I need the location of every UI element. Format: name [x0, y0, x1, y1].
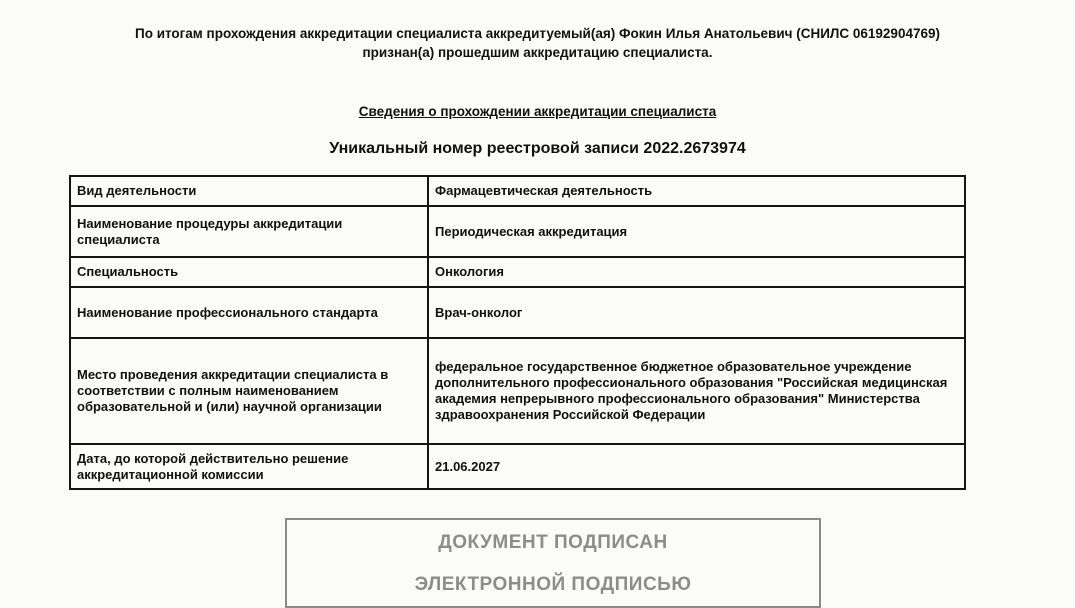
table-row — [70, 338, 965, 444]
registry-number: Уникальный номер реестровой записи 2022.2673974 — [329, 140, 746, 157]
stamp-line-2: ЭЛЕКТРОННОЙ ПОДПИСЬЮ — [414, 574, 692, 595]
table-row — [70, 206, 965, 257]
row-value: федеральное государственное бюджетное образовательное учреждение дополнительного профессионального образования "Российская медицинская академия непрерывного профессионального образования" Министерства здравоохранения Российской Федерации — [428, 338, 965, 444]
row-value: Фармацевтическая деятельность — [428, 176, 965, 206]
row-label: Специальность — [70, 257, 428, 287]
row-value: Периодическая аккредитация — [428, 206, 965, 257]
table-row — [70, 257, 965, 287]
row-value: Врач-онколог — [428, 287, 965, 338]
section-title: Сведения о прохождении аккредитации специалиста — [358, 104, 717, 119]
row-label: Наименование профессионального стандарта — [70, 287, 428, 338]
accreditation-table — [69, 175, 966, 490]
row-value: Онкология — [428, 257, 965, 287]
intro-line-1: По итогам прохождения аккредитации специалиста аккредитуемый(ая) Фокин Илья Анатольевич (СНИЛС 06192904769) — [135, 26, 940, 41]
table-row — [70, 287, 965, 338]
row-label: Вид деятельности — [70, 176, 428, 206]
row-label: Место проведения аккредитации специалиста в соответствии с полным наименованием образовательной и (или) научной организации — [70, 338, 428, 444]
stamp-line-1: ДОКУМЕНТ ПОДПИСАН — [438, 532, 668, 553]
row-value: 21.06.2027 — [428, 444, 965, 489]
intro-line-2: признан(а) прошедшим аккредитацию специалиста. — [362, 45, 713, 60]
signature-stamp — [285, 518, 821, 608]
table-row — [70, 176, 965, 206]
row-label: Дата, до которой действительно решение аккредитационной комиссии — [70, 444, 428, 489]
table-row — [70, 444, 965, 489]
row-label: Наименование процедуры аккредитации специалиста — [70, 206, 428, 257]
